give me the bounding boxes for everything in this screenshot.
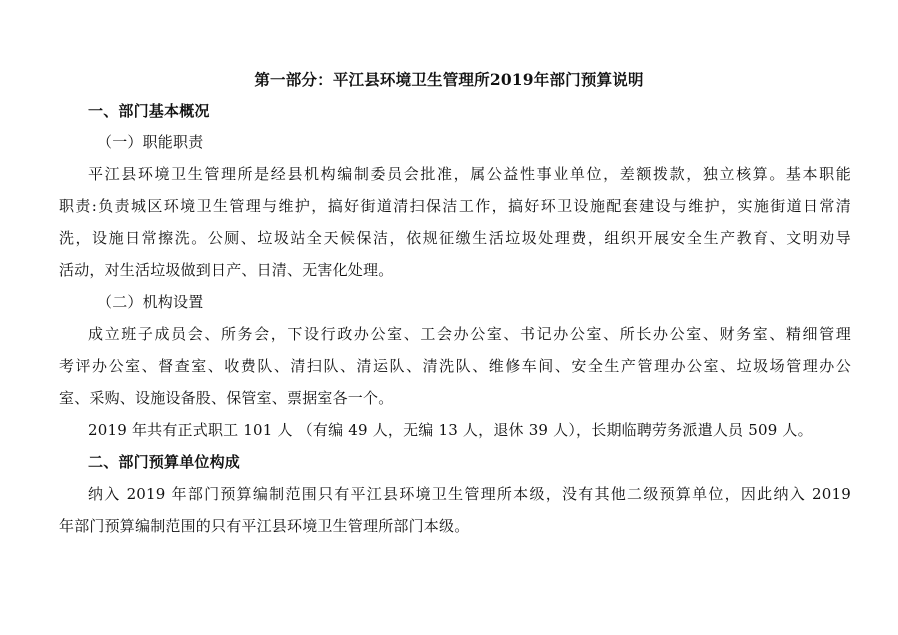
paragraph-budget-units-line-2: 年部门预算编制范围的只有平江县环境卫生管理所部门本级。 bbox=[59, 517, 470, 535]
paragraph-functions-line-4: 活动，对生活垃圾做到日产、日清、无害化处理。 bbox=[59, 261, 394, 279]
paragraph-staff-count: 2019 年共有正式职工 101 人 （有编 49 人，无编 13 人，退休 39 人），长期临聘劳务派遣人员 509 人。 bbox=[88, 421, 813, 439]
paragraph-organization-line-1: 成立班子成员会、所务会，下设行政办公室、工会办公室、书记办公室、所长办公室、财务室、精细管理 bbox=[88, 325, 851, 343]
paragraph-functions-line-3: 洗，设施日常擦洗。公厕、垃圾站全天候保洁，依规征缴生活垃圾处理费，组织开展安全生产教育、文明劝导 bbox=[59, 229, 851, 247]
paragraph-budget-units-line-1: 纳入 2019 年部门预算编制范围只有平江县环境卫生管理所本级，没有其他二级预算单位，因此纳入 2019 bbox=[88, 485, 851, 503]
subsection-heading-organization: （二）机构设置 bbox=[97, 293, 204, 311]
section-heading-budget-units: 二、部门预算单位构成 bbox=[88, 453, 241, 471]
subsection-heading-functions: （一）职能职责 bbox=[97, 133, 204, 151]
section-heading-basic-overview: 一、部门基本概况 bbox=[88, 102, 210, 120]
document-title: 第一部分：平江县环境卫生管理所2019年部门预算说明 bbox=[254, 70, 644, 89]
paragraph-organization-line-3: 室、采购、设施设备股、保管室、票据室各一个。 bbox=[59, 389, 394, 407]
paragraph-functions-line-1: 平江县环境卫生管理所是经县机构编制委员会批准，属公益性事业单位，差额拨款，独立核算。基本职能 bbox=[88, 165, 851, 183]
paragraph-functions-line-2: 职责:负责城区环境卫生管理与维护，搞好街道清扫保洁工作，搞好环卫设施配套建设与维护，实施街道日常清 bbox=[59, 197, 851, 215]
paragraph-organization-line-2: 考评办公室、督查室、收费队、清扫队、清运队、清洗队、维修车间、安全生产管理办公室、垃圾场管理办公 bbox=[59, 357, 851, 375]
